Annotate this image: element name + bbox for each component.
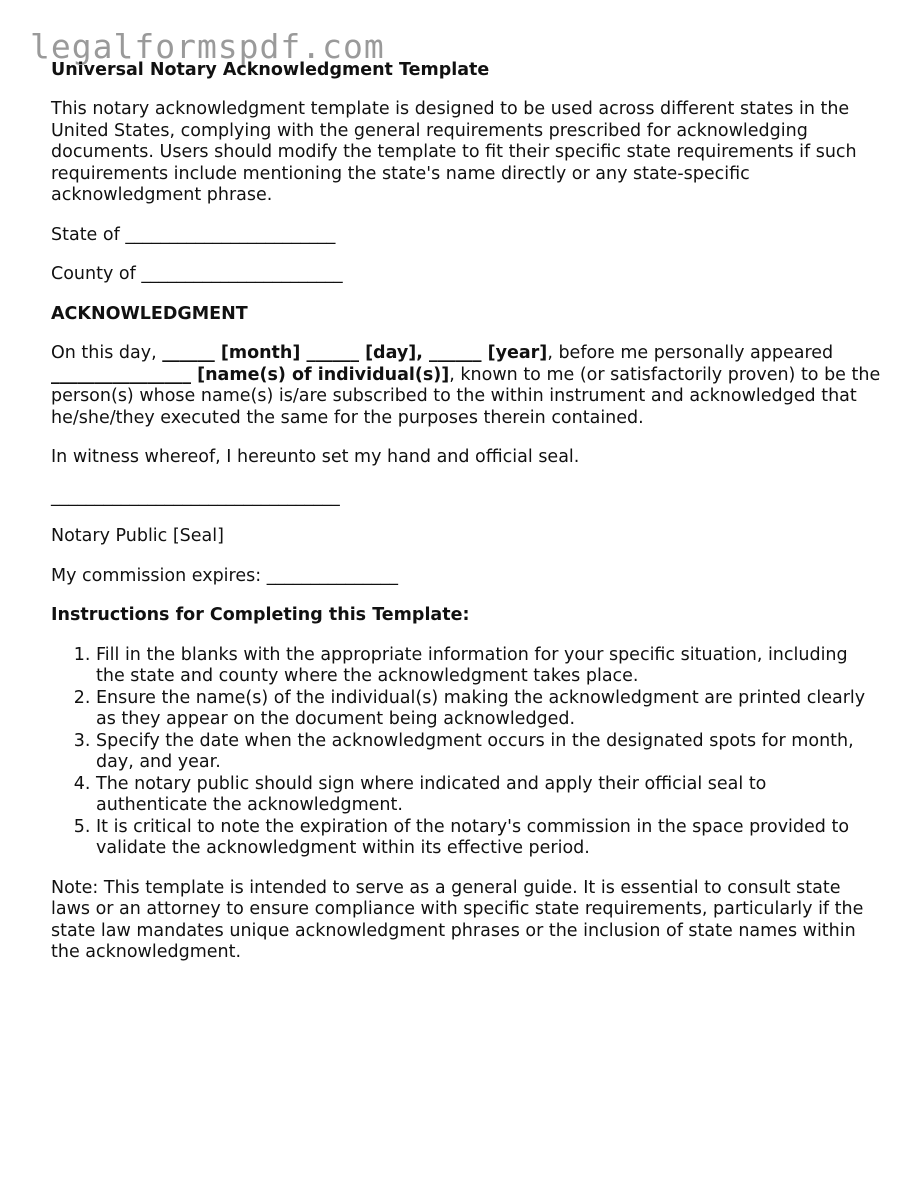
intro-paragraph: This notary acknowledgment template is designed to be used across different states in the United States, complying with the general requirements prescribed for acknowledging documents. Users should modify the template to fit their specific state requirements if such requirements include mentioning the state's name directly or any state-specific acknowledgment phrase. [51, 99, 857, 205]
acknowledgment-heading: ACKNOWLEDGMENT [51, 303, 248, 324]
ack-text-2: , before me personally appeared [547, 343, 834, 363]
ack-text-3: , known to me (or satisfactorily proven) to be the person(s) whose name(s) is/are subscribed to the within instrument and acknowledged that he/she/they executed the same for the purposes therein contained. [51, 364, 881, 428]
notary-label: Notary Public [Seal] [51, 526, 224, 546]
commission-line: My commission expires: _______________ [51, 565, 398, 586]
state-line: State of ________________________ [51, 224, 336, 245]
watermark: legalformspdf.com [30, 27, 385, 66]
county-line: County of _______________________ [51, 264, 343, 284]
date-blanks: ______ [month] ______ [day], ______ [year] [162, 343, 548, 363]
list-item: 4. The notary public should sign where indicated and apply their official seal to authenticate the acknowledgment. [96, 774, 881, 817]
signature-line: _________________________________ [51, 486, 340, 507]
list-item: 3. Specify the date when the acknowledgment occurs in the designated spots for month, day, and year. [96, 731, 881, 774]
list-item: 5. It is critical to note the expiration of the notary's commission in the space provided to validate the acknowledgment within its effective period. [96, 817, 881, 860]
instructions-list [51, 645, 881, 860]
acknowledgment-paragraph [51, 343, 881, 429]
note-paragraph: Note: This template is intended to serve as a general guide. It is essential to consult state laws or an attorney to ensure compliance with specific state requirements, particularly if the state law mandates unique acknowledgment phrases or the inclusion of state names within the acknowledgment. [51, 877, 864, 962]
witness-statement: In witness whereof, I hereunto set my hand and official seal. [51, 447, 580, 467]
list-item: 2. Ensure the name(s) of the individual(s) making the acknowledgment are printed clearly as they appear on the document being acknowledged. [96, 688, 881, 731]
document-title: Universal Notary Acknowledgment Template [51, 60, 490, 80]
name-blank: ________________ [name(s) of individual(s)] [51, 364, 450, 385]
list-item: 1. Fill in the blanks with the appropriate information for your specific situation, including the state and county where the acknowledgment takes place. [96, 645, 881, 688]
ack-text-1: On this day, [51, 343, 163, 363]
document-page [51, 60, 881, 964]
instructions-heading: Instructions for Completing this Template: [51, 605, 470, 625]
